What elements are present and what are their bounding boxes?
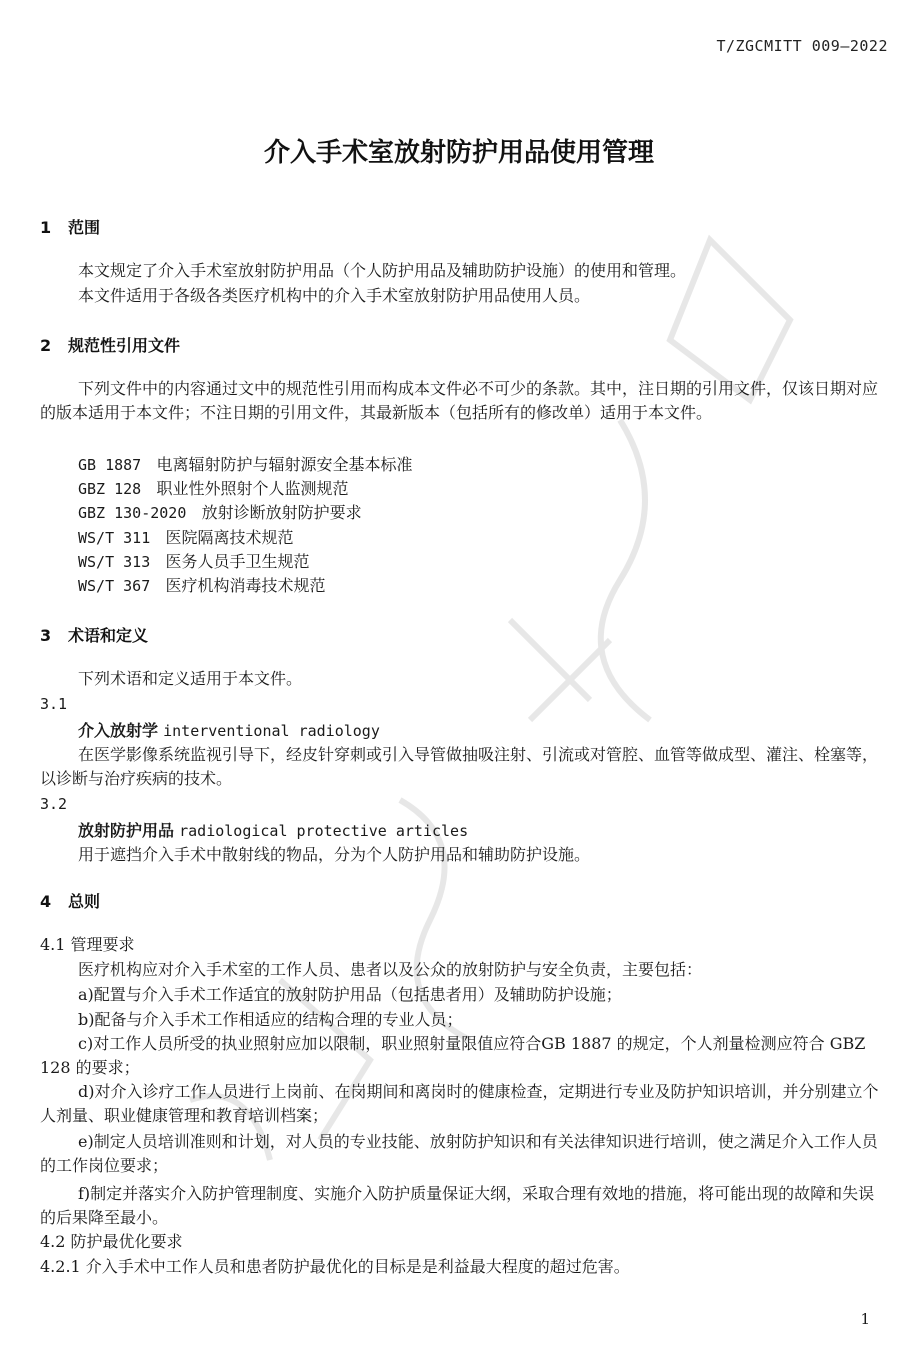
ref-code: WS/T 367 [78, 577, 151, 595]
paragraph: 医疗机构应对介入手术室的工作人员、患者以及公众的放射防护与安全负责，主要包括： [78, 960, 703, 979]
paragraph: 下列文件中的内容通过文中的规范性引用而构成本文件必不可少的条款。其中，注日期的引用文件，仅该日期对应的版本适用于本文件；不注日期的引用文件，其最新版本（包括所有的修改单）适用于本文件。 [40, 379, 879, 422]
term-definition: 在医学影像系统监视引导下，经皮针穿刺或引入导管做抽吸注射、引流或对管腔、血管等做成型、灌注、栓塞等，以诊断与治疗疾病的技术。 [40, 745, 879, 788]
clause-number: 3.2 [40, 795, 68, 813]
reference-item [78, 550, 310, 574]
section-number: 1 [40, 218, 52, 237]
section-title: 规范性引用文件 [68, 336, 181, 355]
ref-name: 放射诊断放射防护要求 [201, 503, 362, 522]
term-cn: 放射防护用品 [78, 821, 175, 840]
term-cn: 介入放射学 [78, 721, 159, 740]
ref-name: 医务人员手卫生规范 [165, 552, 310, 571]
section-3-heading [40, 623, 148, 646]
section-2-heading [40, 333, 180, 356]
section-4-heading [40, 889, 100, 912]
term-heading [78, 818, 468, 841]
ref-code: WS/T 311 [78, 529, 151, 547]
section-number: 3 [40, 626, 52, 645]
list-item: f)制定并落实介入防护管理制度、实施介入防护质量保证大纲，采取合理有效地的措施，将可能出现的故障和失误的后果降至最小。 [40, 1184, 875, 1227]
standard-code: T/ZGCMITT 009—2022 [716, 37, 888, 55]
section-title: 范围 [68, 218, 101, 237]
ref-name: 电离辐射防护与辐射源安全基本标准 [156, 455, 413, 474]
section-number: 2 [40, 336, 52, 355]
ref-code: GB 1887 [78, 456, 142, 474]
reference-item [78, 574, 326, 598]
list-item: e)制定人员培训准则和计划，对人员的专业技能、放射防护知识和有关法律知识进行培训，使之满足介入工作人员的工作岗位要求； [40, 1132, 878, 1175]
term-definition: 用于遮挡介入手术中散射线的物品，分为个人防护用品和辅助防护设施。 [78, 845, 591, 864]
section-title: 术语和定义 [68, 626, 149, 645]
page-number: 1 [860, 1310, 870, 1328]
section-number: 4 [40, 892, 52, 911]
term-en: radiological protective articles [179, 822, 469, 840]
ref-name: 职业性外照射个人监测规范 [156, 479, 349, 498]
list-item: a)配置与介入手术工作适宜的放射防护用品（包括患者用）及辅助防护设施； [78, 985, 622, 1004]
ref-code: GBZ 130-2020 [78, 504, 187, 522]
paragraph: 下列术语和定义适用于本文件。 [78, 669, 303, 688]
list-item: d)对介入诊疗工作人员进行上岗前、在岗期间和离岗时的健康检查，定期进行专业及防护知识培训，并分别建立个人剂量、职业健康管理和教育培训档案； [40, 1082, 879, 1125]
ref-code: WS/T 313 [78, 553, 151, 571]
term-en: interventional radiology [163, 722, 380, 740]
reference-item [78, 477, 349, 501]
clause-text: 4.2.1 介入手术中工作人员和患者防护最优化的目标是是利益最大程度的超过危害。 [40, 1257, 630, 1276]
term-heading [78, 718, 380, 741]
document-title: 介入手术室放射防护用品使用管理 [263, 138, 654, 168]
clause-number: 3.1 [40, 695, 68, 713]
ref-name: 医疗机构消毒技术规范 [165, 576, 326, 595]
clause-heading: 4.2 防护最优化要求 [40, 1232, 183, 1251]
paragraph: 本文规定了介入手术室放射防护用品（个人防护用品及辅助防护设施）的使用和管理。 [78, 261, 687, 280]
ref-name: 医院隔离技术规范 [165, 528, 294, 547]
ref-code: GBZ 128 [78, 480, 142, 498]
section-title: 总则 [68, 892, 101, 911]
reference-item [78, 526, 294, 550]
list-item: c)对工作人员所受的执业照射应加以限制，职业照射量限值应符合GB 1887 的规定，个人剂量检测应符合 GBZ 128 的要求； [40, 1034, 866, 1077]
reference-item [78, 453, 413, 477]
paragraph: 本文件适用于各级各类医疗机构中的介入手术室放射防护用品使用人员。 [78, 286, 591, 305]
clause-heading: 4.1 管理要求 [40, 935, 135, 954]
reference-item [78, 501, 362, 525]
section-1-heading [40, 215, 100, 238]
list-item: b)配备与介入手术工作相适应的结构合理的专业人员； [78, 1010, 463, 1029]
